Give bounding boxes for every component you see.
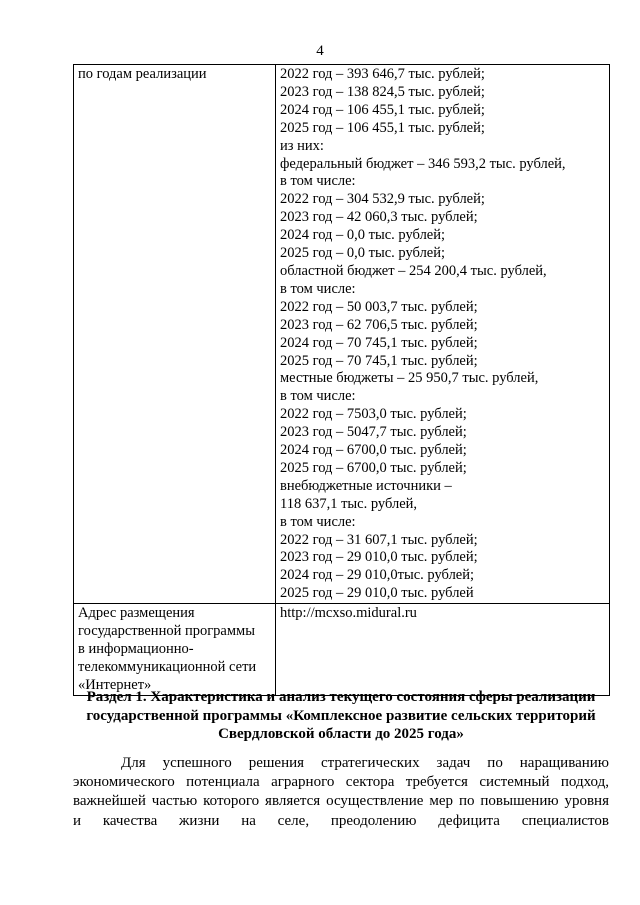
funding-line: 2024 год – 70 745,1 тыс. рублей; [280,334,478,351]
funding-line: 2022 год – 50 003,7 тыс. рублей; [280,298,478,315]
funding-line: 2024 год – 6700,0 тыс. рублей; [280,442,467,459]
paragraph-line: Для успешного решения стратегических задач по наращиванию [121,755,609,771]
row-label-line: в информационно- [78,641,194,657]
row-label-line: «Интернет» [78,676,152,693]
funding-line: 2024 год – 106 455,1 тыс. рублей; [280,101,485,118]
section-title-line: Свердловской области до 2025 года» [218,726,464,742]
row-label-cell [74,604,276,696]
funding-line: 2023 год – 5047,7 тыс. рублей; [280,424,467,441]
section-title-line: государственной программы «Комплексное развитие сельских территорий [86,707,596,724]
funding-line: 2023 год – 138 824,5 тыс. рублей; [280,83,485,100]
funding-line: 118 637,1 тыс. рублей, [280,495,418,512]
paragraph-line: важнейшей частью которого является осуществление мер по повышению уровня [73,793,609,810]
body-paragraph [73,754,609,831]
row-value-cell [276,65,610,604]
funding-line: 2025 год – 6700,0 тыс. рублей; [280,459,467,476]
row-label-line: по годам реализации [78,66,207,82]
table-row-funding-by-year [74,65,610,604]
funding-line: 2022 год – 31 607,1 тыс. рублей; [280,531,478,548]
row-value-cell [276,604,610,696]
row-label-line: телекоммуникационной сети [78,658,257,675]
funding-line: федеральный бюджет – 346 593,2 тыс. рублей, [280,155,566,172]
row-label-line: Адрес размещения [78,605,195,622]
funding-line: областной бюджет – 254 200,4 тыс. рублей, [280,262,547,279]
funding-line: в том числе: [280,173,356,190]
section-title [73,688,609,744]
funding-line: 2024 год – 29 010,0тыс. рублей; [280,567,475,584]
program-passport-table [73,64,610,696]
funding-line: 2024 год – 0,0 тыс. рублей; [280,227,446,244]
funding-line: 2025 год – 106 455,1 тыс. рублей; [280,119,485,136]
funding-line: 2025 год – 29 010,0 тыс. рублей [280,585,474,602]
row-label-line: государственной программы [78,623,255,640]
paragraph-line: экономического потенциала аграрного сектора требуется системный подход, [73,774,609,791]
row-label-cell [74,65,276,604]
program-website-url: http://mcxso.midural.ru [280,605,417,622]
funding-line: в том числе: [280,280,356,297]
funding-line: 2023 год – 29 010,0 тыс. рублей; [280,549,478,566]
funding-line: 2023 год – 42 060,3 тыс. рублей; [280,209,478,226]
paragraph-line: и качества жизни на селе, преодолению дефицита специалистов [73,812,609,829]
funding-line: 2023 год – 62 706,5 тыс. рублей; [280,316,478,333]
funding-line: 2025 год – 0,0 тыс. рублей; [280,245,446,262]
table-row-internet-address [74,604,610,696]
funding-line: из них: [280,137,324,154]
page-number: 4 [316,43,324,59]
funding-line: 2022 год – 393 646,7 тыс. рублей; [280,66,485,82]
funding-line: внебюджетные источники – [280,477,452,494]
funding-line: 2022 год – 7503,0 тыс. рублей; [280,406,467,423]
funding-line: в том числе: [280,513,356,530]
funding-line: в том числе: [280,388,356,405]
funding-line: 2022 год – 304 532,9 тыс. рублей; [280,191,485,208]
section-title-line: Раздел 1. Характеристика и анализ текущего состояния сферы реализации [86,689,596,705]
funding-line: 2025 год – 70 745,1 тыс. рублей; [280,352,478,369]
funding-line: местные бюджеты – 25 950,7 тыс. рублей, [280,370,539,387]
